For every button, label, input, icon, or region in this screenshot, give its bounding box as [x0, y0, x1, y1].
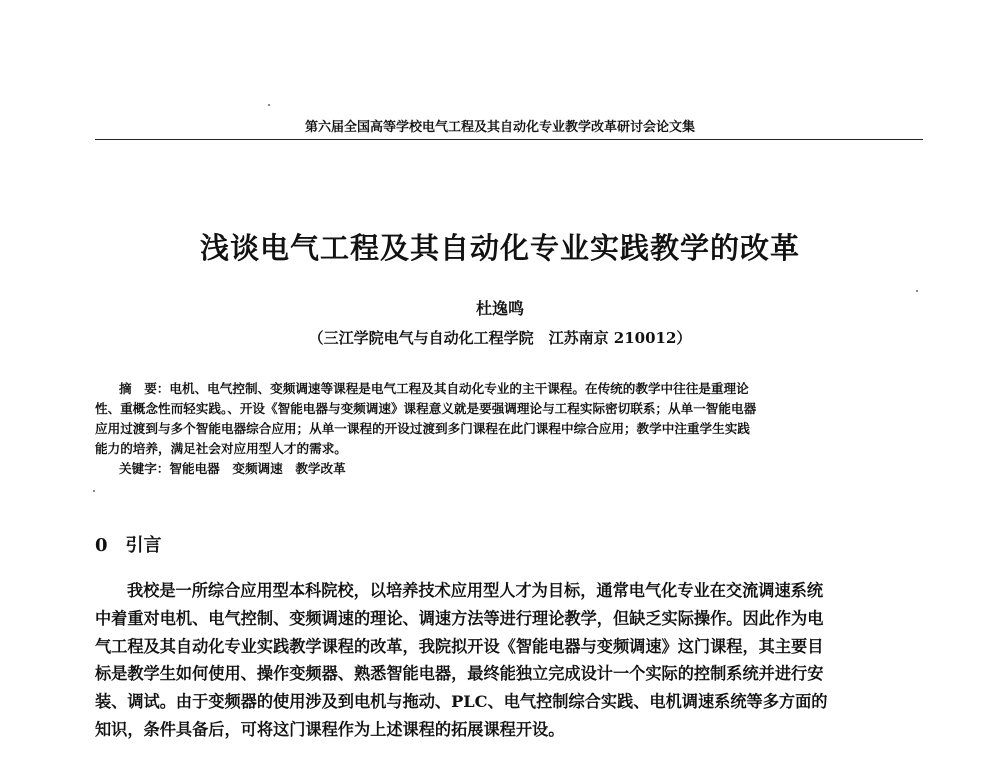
affiliation: （三江学院电气与自动化工程学院 江苏南京 210012） — [308, 329, 692, 347]
paper-title: 浅谈电气工程及其自动化专业实践教学的改革 — [199, 231, 800, 265]
section-number: 0 — [95, 535, 108, 556]
body-line: 我校是一所综合应用型本科院校，以培养技术应用型人才为目标，通常电气化专业在交流调速系统 — [127, 581, 824, 600]
body-line: 中着重对电机、电气控制、变频调速的理论、调速方法等进行理论教学，但缺乏实际操作。因此作为电 — [95, 608, 824, 628]
abstract-line: 能力的培养，满足社会对应用型人才的需求。 — [95, 441, 347, 456]
abstract — [95, 379, 917, 479]
section-heading — [95, 531, 162, 557]
scan-speck — [268, 104, 270, 106]
section-title: 引言 — [125, 535, 162, 556]
keywords: 关键字：智能电器 变频调速 教学改革 — [119, 461, 346, 476]
body-line: 知识，条件具备后，可将这门课程作为上述课程的拓展课程开设。 — [95, 719, 565, 739]
abstract-label: 摘 要： — [119, 381, 170, 396]
body-line: 装、调试。由于变频器的使用涉及到电机与拖动、PLC、电气控制综合实践、电机调速系统等多方面的 — [95, 692, 828, 712]
abstract-line: 应用过渡到与多个智能电器综合应用；从单一课程的开设过渡到多门课程在此门课程中综合应用；教学中注重学生实践 — [95, 421, 750, 436]
abstract-line: 性、重概念性而轻实践。、开设《智能电器与变频调速》课程意义就是要强调理论与工程实际密切联系；从单一智能电器 — [95, 401, 757, 416]
running-header: 第六届全国高等学校电气工程及其自动化专业教学改革研讨会论文集 — [304, 120, 695, 135]
abstract-line: 摘 要：电机、电气控制、变频调速等课程是电气工程及其自动化专业的主干课程。在传统的教学中往往是重理论 — [119, 381, 749, 396]
author: 杜逸鸣 — [475, 299, 524, 318]
body-line: 标是教学生如何使用、操作变频器、熟悉智能电器，最终能独立完成设计一个实际的控制系统并进行安 — [95, 664, 824, 684]
keywords-label: 关键字： — [119, 461, 170, 476]
scan-speck — [916, 290, 918, 292]
scan-speck — [93, 490, 95, 492]
body-paragraph — [95, 577, 919, 744]
header-rule — [95, 139, 923, 140]
body-line: 气工程及其自动化专业实践教学课程的改革，我院拟开设《智能电器与变频调速》这门课程，其主要目 — [95, 636, 824, 656]
